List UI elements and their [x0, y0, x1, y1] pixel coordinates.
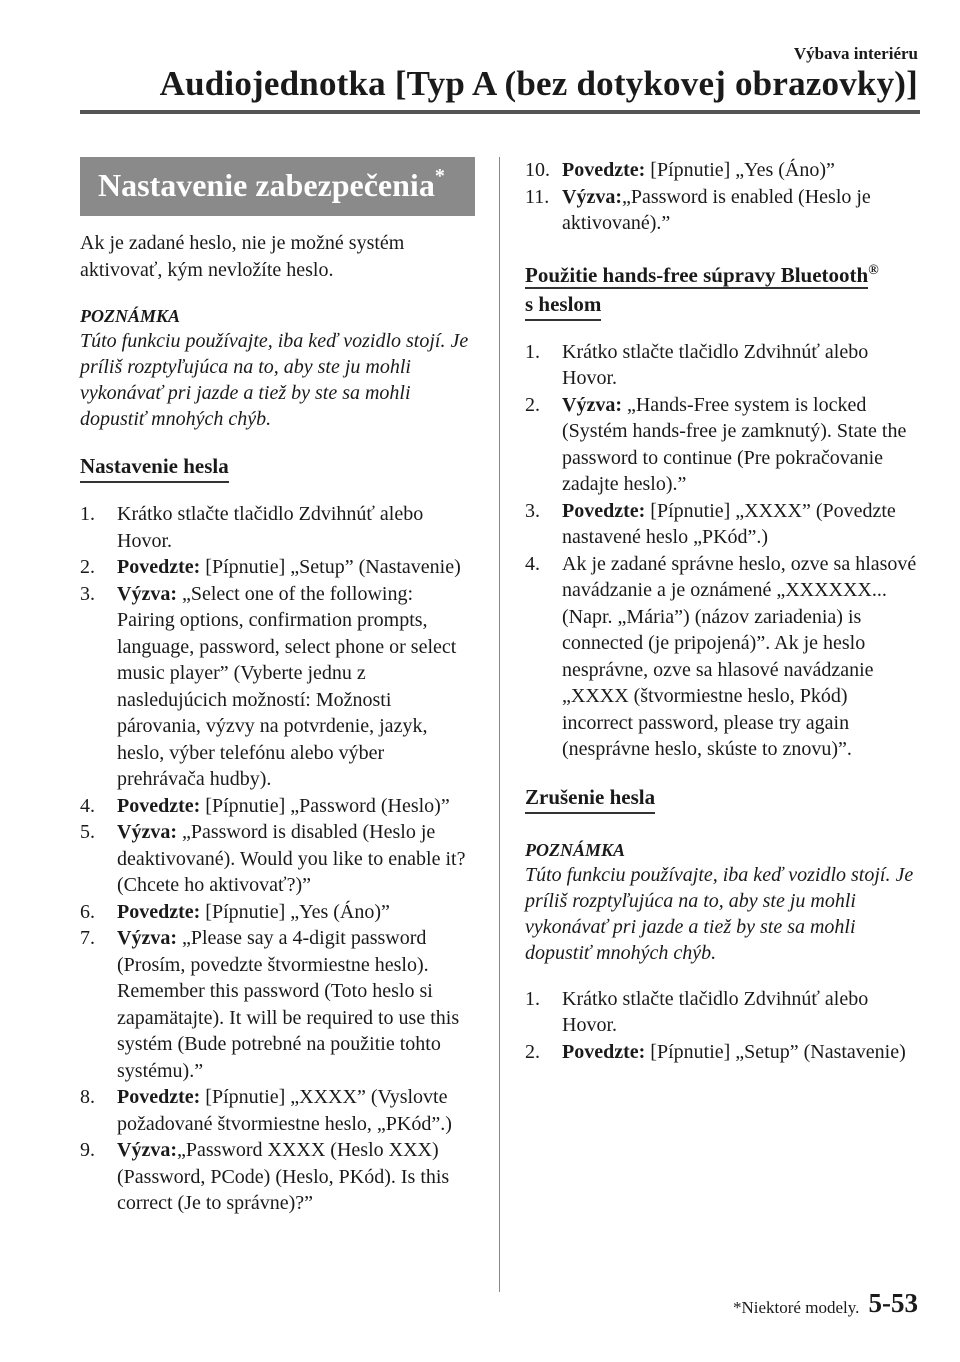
- step-label: Výzva:: [117, 821, 177, 843]
- page-number: 5-53: [868, 1288, 918, 1318]
- note-title-2: POZNÁMKA: [525, 839, 626, 860]
- step-number: 8.: [80, 1086, 95, 1108]
- list-item: [525, 1039, 920, 1066]
- list-item: [525, 498, 920, 551]
- note-body: Túto funkciu používajte, iba keď vozidlo stojí. Je príliš rozptyľujúca na to, aby ste ju mohli vykonávať pri jazde a tiež by ste sa mohli dopustiť mnohých chýb.: [80, 330, 469, 430]
- banner-text: Nastavenie zabezpečenia: [98, 167, 435, 203]
- step-text: [117, 793, 475, 820]
- list-item: [80, 899, 475, 926]
- step-number: 1.: [80, 503, 95, 525]
- step-number: 4.: [80, 794, 95, 817]
- step-text: [117, 899, 475, 926]
- subheading-set-password: Nastavenie hesla: [80, 452, 229, 483]
- step-label: Povedzte:: [117, 900, 201, 923]
- note-title: POZNÁMKA: [80, 306, 181, 326]
- left-column: [80, 157, 475, 1237]
- right-column: [525, 157, 920, 1085]
- step-text: [117, 1084, 475, 1137]
- step-number: 7.: [80, 927, 95, 949]
- section-banner: [80, 157, 475, 216]
- step-number: 4.: [525, 552, 540, 575]
- step-body: Krátko stlačte tlačidlo Zdvihnúť alebo Hovor.: [562, 987, 869, 1036]
- list-item: [80, 819, 475, 899]
- subheading-bluetooth: [525, 257, 879, 290]
- step-label: Povedzte:: [117, 556, 201, 578]
- step-number: 9.: [80, 1139, 95, 1161]
- step-number: 10.: [525, 159, 550, 181]
- list-item: [525, 551, 920, 763]
- step-text: [562, 498, 920, 551]
- list-item: [80, 1137, 475, 1217]
- step-text: [562, 551, 920, 763]
- step-body: Krátko stlačte tlačidlo Zdvihnúť alebo Hovor.: [117, 503, 424, 552]
- steps-bluetooth: [525, 339, 920, 763]
- step-body: „Password XXXX (Heslo XXX) (Password, PCode) (Heslo, PKód). Is this correct (Je to správne)?”: [117, 1139, 450, 1214]
- intro-text: Ak je zadané heslo, nie je možné systém aktivovať, kým nevložíte heslo.: [80, 232, 405, 281]
- steps-continued: [525, 157, 920, 237]
- list-item: [80, 501, 475, 554]
- step-text: [117, 925, 475, 1084]
- step-text: [117, 554, 475, 581]
- list-item: [80, 554, 475, 581]
- list-item: [525, 392, 920, 498]
- step-body: „Hands-Free system is locked (Systém hands-free je zamknutý). State the password to continue (Pre pokračovanie zadajte heslo).”: [562, 393, 907, 495]
- page-title: Audiojednotka [Typ A (bez dotykovej obrazovky)]: [159, 64, 918, 103]
- step-label: Výzva:: [117, 927, 177, 949]
- step-body: [Pípnutie] „XXXX” (Povedzte nastavené heslo „PKód”.): [562, 499, 896, 548]
- step-body: Krátko stlačte tlačidlo Zdvihnúť alebo Hovor.: [562, 340, 869, 389]
- step-number: 11.: [525, 185, 550, 208]
- step-number: 1.: [525, 340, 540, 363]
- sub1-text: Použitie hands-free súpravy Bluetooth: [525, 262, 869, 287]
- step-text: [562, 184, 920, 237]
- step-text: [562, 986, 920, 1039]
- list-item: [525, 184, 920, 237]
- step-label: Povedzte:: [562, 1040, 646, 1063]
- step-label: Výzva:: [562, 185, 622, 208]
- step-text: [117, 501, 475, 554]
- note-body-2: Túto funkciu používajte, iba keď vozidlo stojí. Je príliš rozptyľujúca na to, aby ste ju mohli vykonávať pri jazde a tiež by ste sa mohli dopustiť mnohých chýb.: [525, 863, 914, 964]
- step-text: [117, 581, 475, 793]
- step-body: [Pípnutie] „Setup” (Nastavenie): [645, 1040, 906, 1063]
- subheading-bluetooth-line2: s heslom: [525, 290, 601, 321]
- subheading-cancel-password: Zrušenie hesla: [525, 783, 655, 814]
- step-number: 3.: [525, 499, 540, 522]
- list-item: [525, 157, 920, 184]
- list-item: [80, 793, 475, 820]
- step-number: 6.: [80, 900, 95, 923]
- step-body: [Pípnutie] „Password (Heslo)”: [200, 794, 450, 817]
- column-divider: [499, 157, 500, 1292]
- step-text: [562, 392, 920, 498]
- step-body: „Please say a 4-digit password (Prosím, povedzte štvormiestne heslo). Remember this password (Toto heslo si zapamätajte). It will be required to use this systém (Bude potrebné na použitie tohto systému).”: [117, 927, 460, 1082]
- sub1-mark: ®: [868, 262, 879, 278]
- step-label: Výzva:: [562, 393, 622, 416]
- step-number: 3.: [80, 582, 95, 605]
- step-number: 2.: [525, 393, 540, 416]
- list-item: [80, 581, 475, 793]
- step-text: [562, 1039, 920, 1066]
- banner-mark: *: [434, 165, 445, 187]
- step-number: 5.: [80, 821, 95, 843]
- step-body: [Pípnutie] „XXXX” (Vyslovte požadované štvormiestne heslo, „PKód”.): [117, 1086, 452, 1135]
- step-text: [562, 339, 920, 392]
- step-label: Povedzte:: [562, 499, 646, 522]
- step-body: „Password is disabled (Heslo je deaktivované). Would you like to enable it? (Chcete ho aktivovať?)”: [117, 821, 466, 896]
- step-body: [Pípnutie] „Yes (Áno)”: [200, 900, 390, 923]
- list-item: [80, 925, 475, 1084]
- step-number: 2.: [525, 1040, 540, 1063]
- list-item: [525, 339, 920, 392]
- step-label: Povedzte:: [117, 794, 201, 817]
- steps-set-password: [80, 501, 475, 1217]
- header-rule: [80, 110, 920, 114]
- step-label: Povedzte:: [562, 159, 646, 181]
- step-label: Výzva:: [117, 1139, 177, 1161]
- list-item: [80, 1084, 475, 1137]
- steps-cancel: [525, 986, 920, 1066]
- list-item: [525, 986, 920, 1039]
- step-body: Ak je zadané správne heslo, ozve sa hlasové navádzanie a je oznámené „XXXXXX... (Napr. „Mária”) (názov zariadenia) is connected (je pripojená)”. Ak je heslo nesprávne, ozve sa hlasové navádzanie „XXXX (štvormiestne heslo, Pkód) incorrect password, please try again (nesprávne heslo, skúste to znovu)”.: [562, 552, 917, 760]
- step-number: 1.: [525, 987, 540, 1010]
- step-number: 2.: [80, 556, 95, 578]
- step-body: „Password is enabled (Heslo je aktivované).”: [562, 185, 871, 234]
- step-text: [562, 157, 920, 184]
- step-text: [117, 1137, 475, 1217]
- step-body: [Pípnutie] „Setup” (Nastavenie): [200, 556, 461, 578]
- step-label: Výzva:: [117, 582, 177, 605]
- footnote: *Niektoré modely.: [733, 1298, 860, 1317]
- step-body: [Pípnutie] „Yes (Áno)”: [645, 159, 835, 181]
- step-body: „Select one of the following: Pairing options, confirmation prompts, language, password, select phone or select music player” (Vyberte jednu z nasledujúcich možností: Možnosti párovania, výzvy na potvrdenie, jazyk, heslo, výber telefónu alebo výber prehrávača hudby).: [117, 582, 457, 790]
- step-text: [117, 819, 475, 899]
- section-label: Výbava interiéru: [793, 44, 918, 63]
- step-label: Povedzte:: [117, 1086, 201, 1108]
